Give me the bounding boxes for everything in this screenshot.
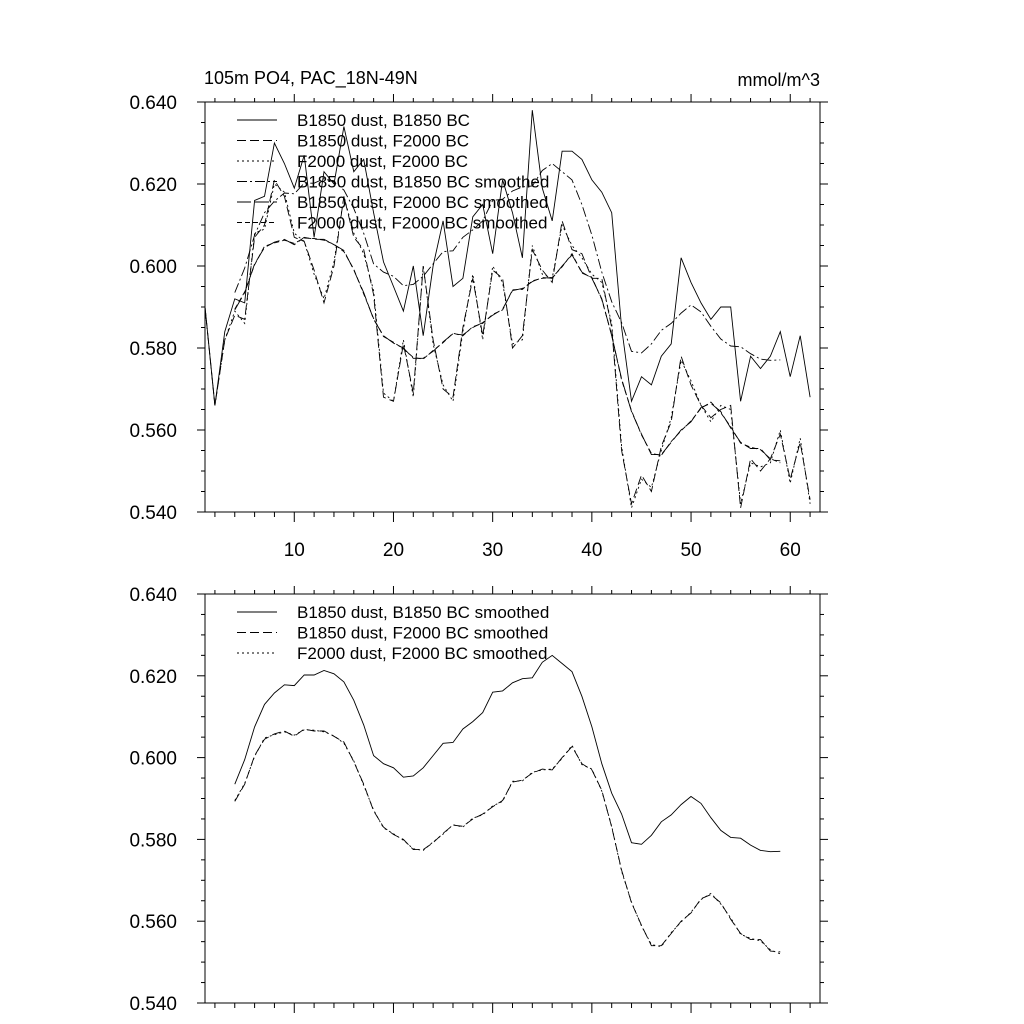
legend-label-6: F2000 dust, F2000 BC smoothed	[297, 213, 548, 233]
y-tick-label: 0.540	[129, 994, 177, 1015]
y-tick-label: 0.560	[129, 912, 177, 934]
legend-label-4: B1850 dust, B1850 BC smoothed	[297, 172, 550, 192]
y-tick-label: 0.580	[129, 339, 177, 360]
chart-title: 105m PO4, PAC_18N-49N	[204, 68, 418, 88]
legend-label-2: B1850 dust, F2000 BC	[297, 131, 470, 151]
units-label: mmol/m^3	[737, 70, 820, 90]
y-tick-label: 0.620	[129, 175, 177, 196]
legend-label-3: F2000 dust, F2000 BC smoothed	[297, 644, 548, 663]
legend-label-2: B1850 dust, F2000 BC smoothed	[297, 623, 549, 643]
series-line-1	[205, 110, 810, 405]
x-tick-label: 40	[581, 540, 603, 561]
y-tick-label: 0.640	[129, 585, 177, 606]
top-panel	[129, 93, 828, 561]
y-tick-label: 0.580	[129, 830, 177, 852]
x-tick-label: 20	[382, 540, 405, 561]
series-line-1	[235, 655, 781, 851]
x-tick-label: 60	[779, 540, 801, 561]
bottom-panel	[129, 585, 828, 1015]
y-tick-label: 0.600	[129, 257, 177, 278]
series-line-3	[205, 184, 810, 508]
x-tick-label: 50	[680, 540, 702, 561]
legend-label-1: B1850 dust, B1850 BC	[297, 111, 470, 130]
series-line-3	[235, 730, 781, 954]
series-line-2	[235, 729, 781, 952]
x-tick-label: 10	[283, 540, 305, 561]
y-tick-label: 0.600	[129, 748, 177, 770]
y-tick-label: 0.560	[129, 421, 177, 442]
legend-label-3: F2000 dust, F2000 BC	[297, 152, 469, 171]
series-line-5	[235, 237, 781, 460]
series-line-6	[235, 238, 781, 463]
legend-label-5: B1850 dust, F2000 BC smoothed	[297, 193, 549, 212]
y-tick-label: 0.620	[129, 666, 177, 688]
y-tick-label: 0.540	[129, 503, 177, 524]
x-tick-label: 30	[482, 540, 504, 561]
y-tick-label: 0.640	[129, 93, 177, 114]
legend-label-1: B1850 dust, B1850 BC smoothed	[297, 603, 550, 622]
